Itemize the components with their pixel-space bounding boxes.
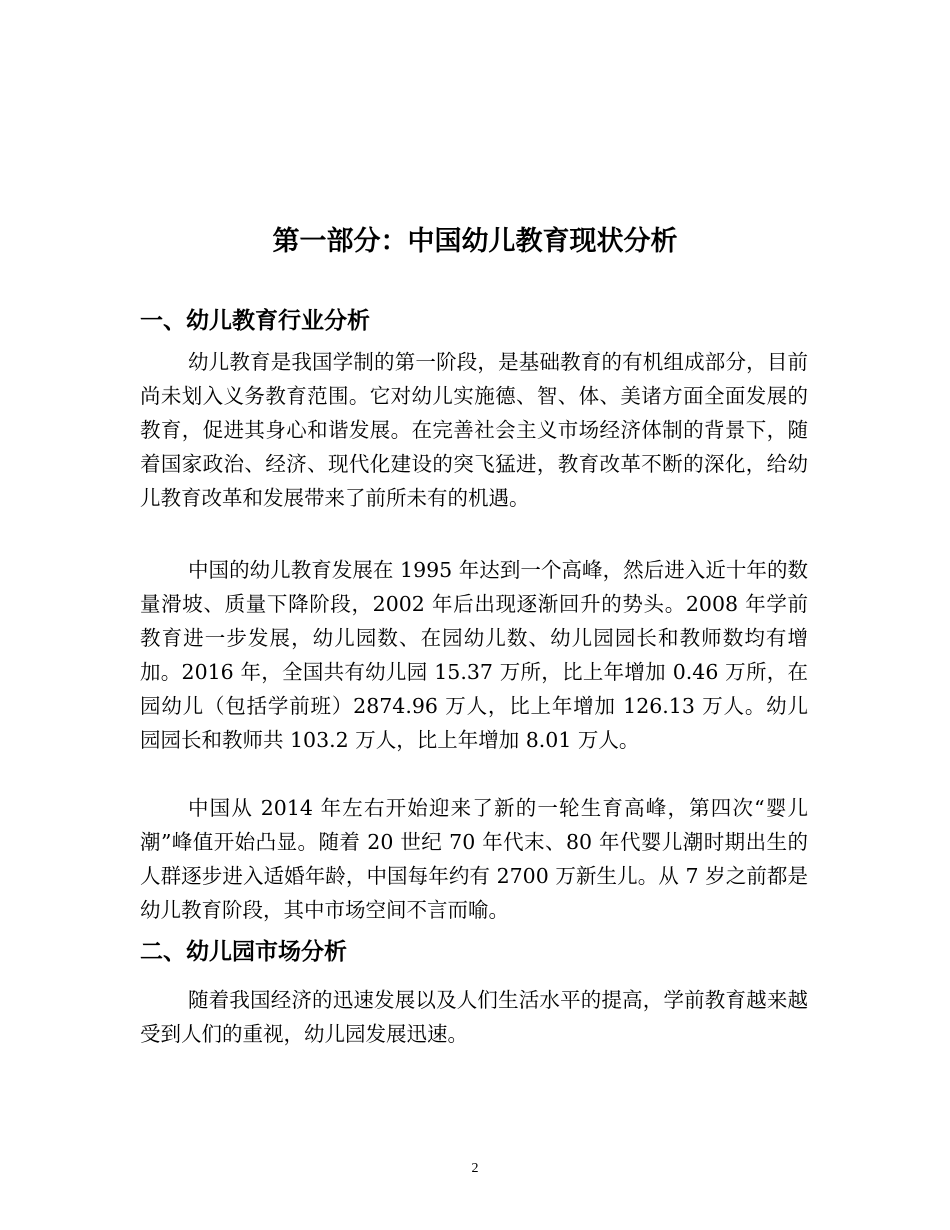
paragraph-kindergarten-market: 随着我国经济的迅速发展以及人们生活水平的提高，学前教育越来越受到人们的重视，幼儿园发展迅速。 [140,988,808,1046]
part-title: 第一部分：中国幼儿教育现状分析 [272,226,678,257]
paragraph-industry-intro: 幼儿教育是我国学制的第一阶段，是基础教育的有机组成部分，目前尚未划入义务教育范围。它对幼儿实施德、智、体、美诸方面全面发展的教育，促进其身心和谐发展。在完善社会主义市场经济体制的背景下，随着国家政治、经济、现代化建设的突飞猛进，教育改革不断的深化，给幼儿教育改革和发展带来了前所未有的机遇。 [140,350,808,510]
section-heading-industry-analysis: 一、幼儿教育行业分析 [140,308,370,334]
paragraph-birth-peak: 中国从 2014 年左右开始迎来了新的一轮生育高峰，第四次“婴儿潮”峰值开始凸显。随着 20 世纪 70 年代末、80 年代婴儿潮时期出生的人群逐步进入适婚年龄，中国每年约有 2700 万新生儿。从 7 岁之前都是幼儿教育阶段，其中市场空间不言而喻。 [140,796,808,922]
section-heading-kindergarten-market: 二、幼儿园市场分析 [140,939,347,965]
page-number: 2 [471,1161,479,1176]
paragraph-industry-statistics: 中国的幼儿教育发展在 1995 年达到一个高峰，然后进入近十年的数量滑坡、质量下降阶段，2002 年后出现逐渐回升的势头。2008 年学前教育进一步发展，幼儿园数、在园幼儿数、幼儿园园长和教师数均有增加。2016 年，全国共有幼儿园 15.37 万所，比上年增加 0.46 万所，在园幼儿（包括学前班）2874.96 万人，比上年增加 126.13 万人。幼儿园园长和教师共 103.2 万人，比上年增加 8.01 万人。 [140,558,808,752]
